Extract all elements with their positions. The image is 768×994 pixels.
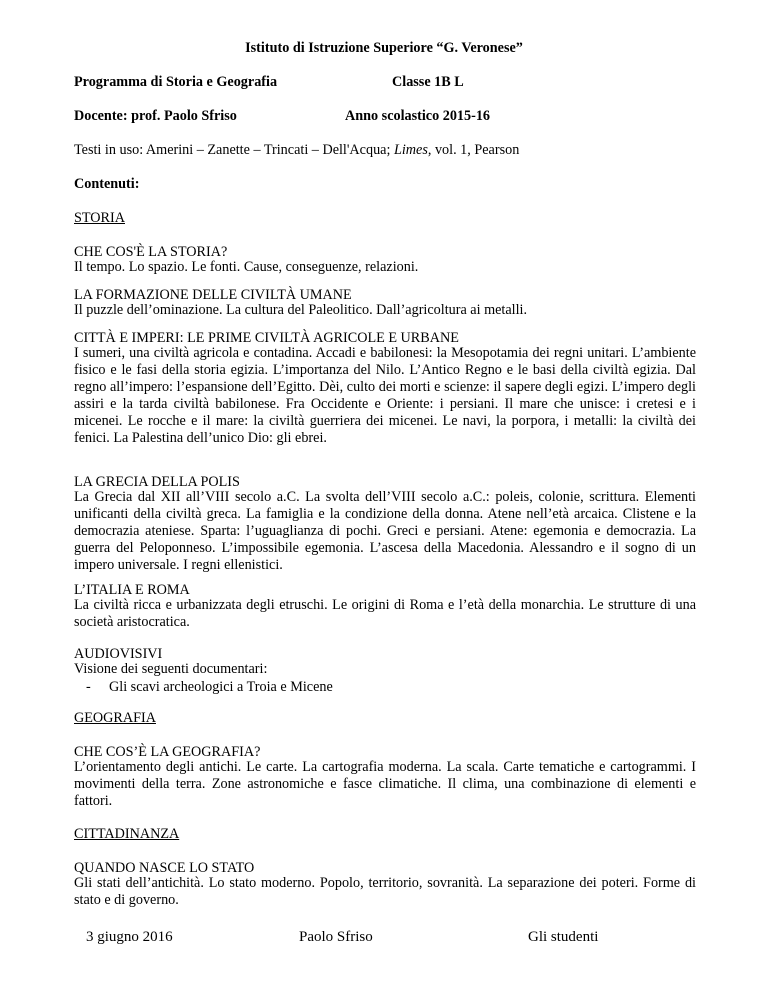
section-title-geografia: GEOGRAFIA bbox=[74, 710, 156, 726]
topic-body: Il tempo. Lo spazio. Le fonti. Cause, conseguenze, relazioni. bbox=[74, 259, 419, 275]
topic-title: L’ITALIA E ROMA bbox=[74, 582, 190, 598]
topic-body: I sumeri, una civiltà agricola e contadina. Accadi e babilonesi: la Mesopotamia dei regni unitari. L’ambiente fisico e le fasi della storia egizia. L’importanza del Nilo. L’Antico Regno e le basi della civiltà egizia. Dal regno all’impero: l’espansione dell’Egitto. Dèi, culto dei morti e scienze: il sapere degli egizi. L’impero degli assiri e la tarda civiltà babilonese. Fra Occidente e Oriente: i persiani. Il mare che unisce: i cretesi e i micenei. Le rocche e il mare: la civiltà guerriera dei micenei. Le navi, la porpora, i metalli: la civiltà dei fenici. La Palestina dell’unico Dio: gli ebrei. bbox=[74, 345, 696, 446]
textbooks-line bbox=[74, 142, 519, 159]
list-bullet: - bbox=[86, 679, 91, 695]
teacher-label: Docente: prof. Paolo Sfriso bbox=[74, 108, 237, 124]
signature-students: Gli studenti bbox=[528, 929, 599, 945]
topic-title: LA GRECIA DELLA POLIS bbox=[74, 474, 240, 490]
textbook-publisher: , vol. 1, Pearson bbox=[427, 142, 520, 158]
topic-body: Il puzzle dell’ominazione. La cultura del Paleolitico. Dall’agricoltura ai metalli. bbox=[74, 302, 528, 318]
topic-title: QUANDO NASCE LO STATO bbox=[74, 860, 255, 876]
topic-title: CHE COS'È LA STORIA? bbox=[74, 244, 228, 260]
topic-body: Gli stati dell’antichità. Lo stato moderno. Popolo, territorio, sovranità. La separazione dei poteri. Forme di stato e di governo. bbox=[74, 875, 696, 908]
topic-title: LA FORMAZIONE DELLE CIVILTÀ UMANE bbox=[74, 287, 352, 303]
signature-teacher: Paolo Sfriso bbox=[299, 929, 373, 945]
textbook-title: Limes bbox=[393, 142, 428, 158]
class-label: Classe 1B L bbox=[392, 74, 464, 90]
topic-title: AUDIOVISIVI bbox=[74, 646, 163, 662]
list-item: Gli scavi archeologici a Troia e Micene bbox=[109, 679, 333, 695]
topic-title: CHE COS’È LA GEOGRAFIA? bbox=[74, 744, 261, 760]
textbooks-authors: Testi in uso: Amerini – Zanette – Trincati – Dell'Acqua; bbox=[74, 142, 394, 158]
section-title-storia: STORIA bbox=[74, 210, 125, 226]
topic-body: La Grecia dal XII all’VIII secolo a.C. La svolta dell’VIII secolo a.C.: poleis, colonie, scrittura. Elementi unificanti della civiltà greca. La famiglia e la condizione della donna. Atene nell’età arcaica. Clistene e la democrazia ateniese. Sparta: l’uguaglianza di pochi. Greci e persiani. Atene: egemonia e democrazia. La guerra del Peloponneso. L’impossibile egemonia. L’ascesa della Macedonia. Alessandro e il sogno di un impero universale. I regni ellenistici. bbox=[74, 489, 696, 573]
school-name: Istituto di Istruzione Superiore “G. Veronese” bbox=[245, 40, 523, 56]
contents-heading: Contenuti: bbox=[74, 176, 140, 192]
signature-date: 3 giugno 2016 bbox=[86, 929, 173, 945]
topic-body: La civiltà ricca e urbanizzata degli etruschi. Le origini di Roma e l’età della monarchia. Le strutture di una società aristocratica. bbox=[74, 597, 696, 630]
program-title: Programma di Storia e Geografia bbox=[74, 74, 278, 90]
topic-body: L’orientamento degli antichi. Le carte. La cartografia moderna. La scala. Carte tematiche e cartogrammi. I movimenti della terra. Zone astronomiche e fasce climatiche. Il clima, una combinazione di elementi e fattori. bbox=[74, 759, 696, 809]
school-year: Anno scolastico 2015-16 bbox=[345, 108, 491, 124]
topic-body: Visione dei seguenti documentari: bbox=[74, 661, 268, 677]
topic-title: CITTÀ E IMPERI: LE PRIME CIVILTÀ AGRICOLE E URBANE bbox=[74, 330, 459, 346]
section-title-cittadinanza: CITTADINANZA bbox=[74, 826, 180, 842]
